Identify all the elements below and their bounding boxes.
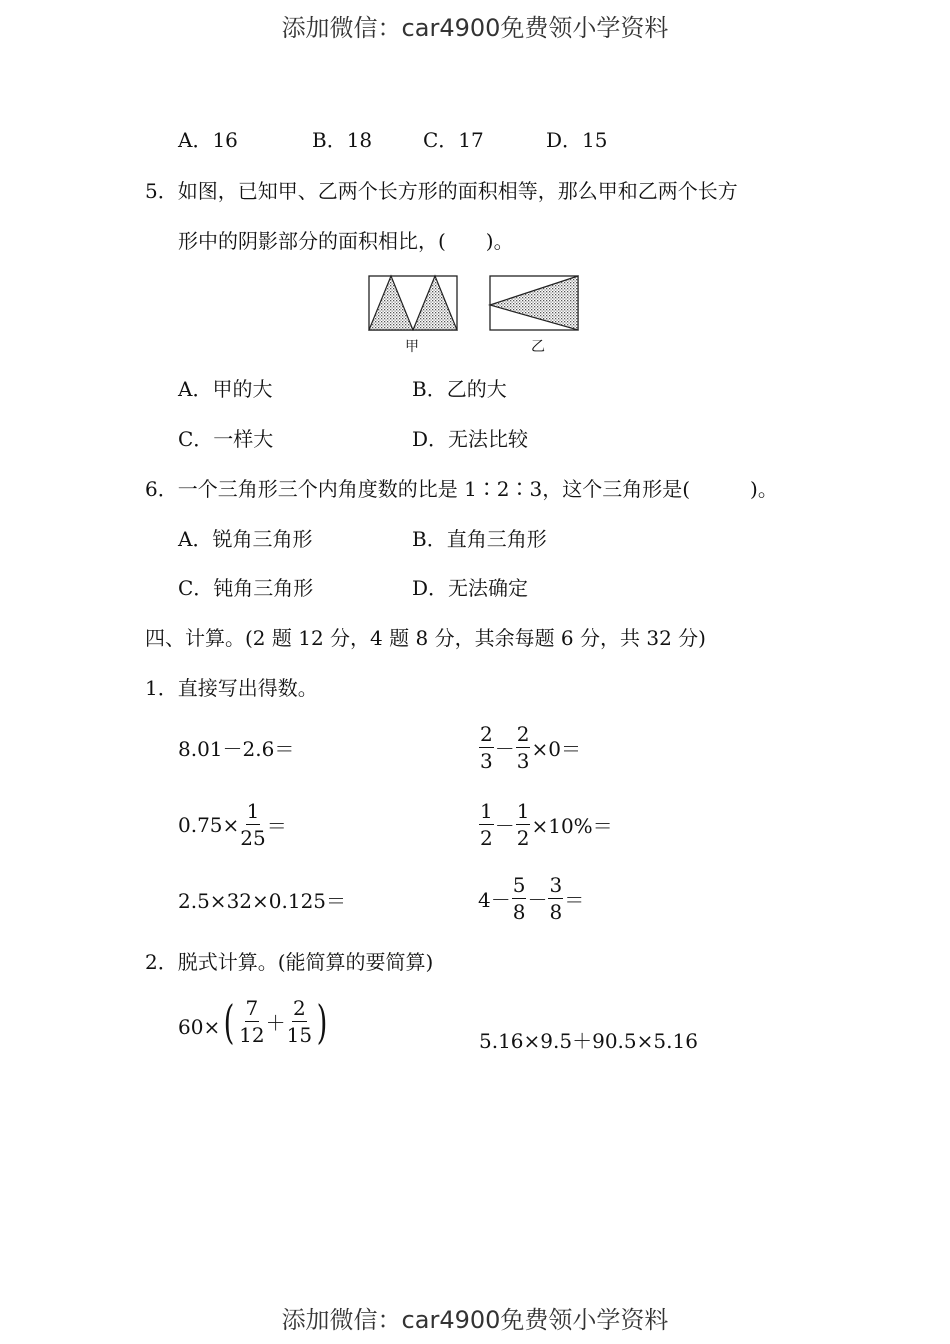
p2-expr-2-text: 5.16×9.5＋90.5×5.16 — [479, 1029, 698, 1053]
p1-expr-3: 0.75× $\frac{1}{25}$ ＝ — [178, 799, 287, 850]
q4-option-a: A．16 — [178, 128, 238, 152]
q5-option-c: C．一样大 — [178, 427, 274, 451]
p2-title: 2．脱式计算。(能简算的要简算) — [145, 950, 434, 974]
p1-expr-5 — [178, 885, 346, 914]
figure-label-jia: 甲 — [405, 339, 419, 355]
q5-option-b: B．乙的大 — [412, 377, 507, 401]
left-paren: ( — [223, 994, 235, 1049]
q6-option-d: D．无法确定 — [412, 576, 529, 600]
watermark-top: 添加微信：car4900免费领小学资料 — [281, 14, 669, 42]
fraction: $\frac{7}{12}$ — [239, 996, 265, 1047]
q4-option-b: B．18 — [312, 128, 373, 152]
watermark-bottom: 添加微信：car4900免费领小学资料 — [281, 1306, 669, 1334]
fraction: $\frac{1}{2}$ — [516, 799, 530, 850]
rect-yi — [490, 276, 578, 330]
fraction: $\frac{5}{8}$ — [512, 873, 526, 924]
section-title: 四、计算。(2 题 12 分，4 题 8 分，其余每题 6 分，共 32 分) — [145, 626, 706, 650]
q6-option-c: C．钝角三角形 — [178, 576, 314, 600]
fraction: $\frac{2}{15}$ — [286, 996, 313, 1047]
q5-option-d: D．无法比较 — [412, 427, 529, 451]
fraction: $\frac{2}{3}$ — [516, 722, 530, 773]
q6-option-b: B．直角三角形 — [412, 527, 547, 551]
p2-expr-2 — [479, 1025, 698, 1054]
fraction: $\frac{2}{3}$ — [480, 722, 493, 773]
fraction: $\frac{1}{25}$ — [240, 799, 266, 850]
fraction: $\frac{1}{2}$ — [480, 799, 493, 850]
q4-option-d: D．15 — [546, 128, 608, 152]
q5-text-line2: 形中的阴影部分的面积相比，( )。 — [178, 229, 514, 253]
p1-expr-1 — [178, 733, 294, 762]
fraction: $\frac{3}{8}$ — [549, 873, 563, 924]
q5-text-line1: 5．如图，已知甲、乙两个长方形的面积相等，那么甲和乙两个长方 — [145, 179, 738, 203]
p1-title: 1．直接写出得数。 — [145, 676, 318, 700]
q5-figure — [366, 273, 582, 335]
p1-expr-6: 4－ $\frac{5}{8}$ － $\frac{3}{8}$ ＝ — [478, 873, 585, 924]
p1-expr-5-text: 2.5×32×0.125＝ — [178, 889, 347, 913]
rect-jia — [369, 276, 457, 330]
p2-expr-1: 60× ( $\frac{7}{12}$ ＋ $\frac{2}{15}$ ) — [178, 994, 328, 1049]
p1-expr-4: $\frac{1}{2}$ － $\frac{1}{2}$ ×10%＝ — [480, 799, 613, 850]
q5-option-a: A．甲的大 — [178, 377, 273, 401]
right-paren: ) — [316, 994, 328, 1049]
p1-expr-2: $\frac{2}{3}$ － $\frac{2}{3}$ ×0＝ — [480, 722, 581, 773]
figure-label-yi: 乙 — [531, 339, 545, 355]
p1-expr-1-text: 8.01－2.6＝ — [178, 737, 295, 761]
q6-option-a: A．锐角三角形 — [178, 527, 313, 551]
q6-text: 6．一个三角形三个内角度数的比是 1∶2∶3，这个三角形是( )。 — [145, 477, 778, 501]
q4-option-c: C．17 — [423, 128, 484, 152]
